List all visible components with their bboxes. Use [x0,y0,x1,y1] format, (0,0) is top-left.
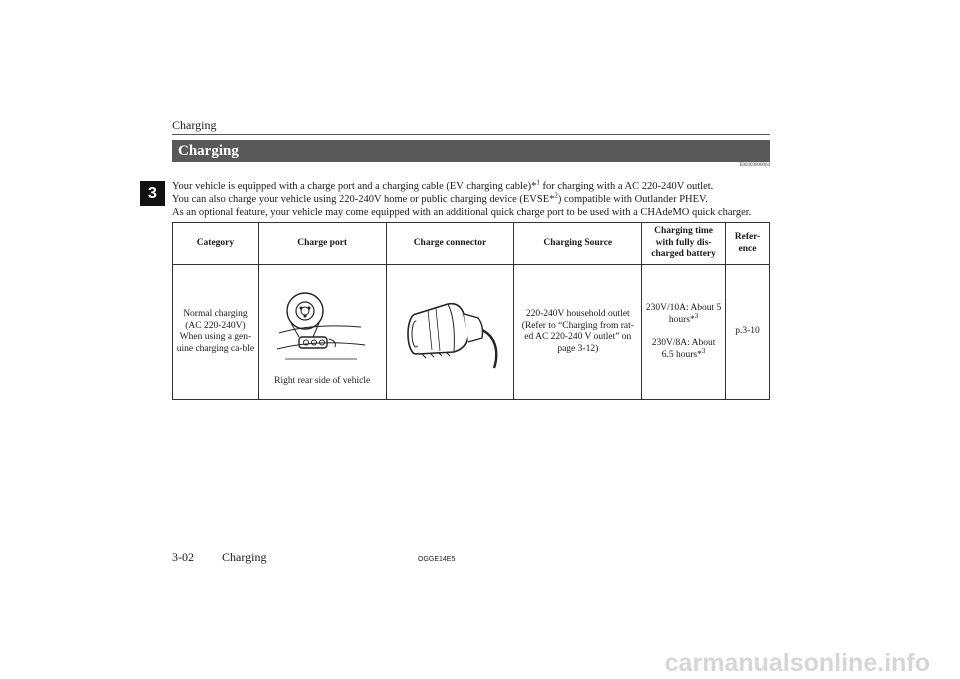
footer-code: OGGE14E5 [418,556,456,563]
section-title: Charging [172,140,770,162]
watermark: carmanualsonline.info [664,649,930,677]
column-header: Refer-ence [726,223,770,265]
charge-connector-illustration [398,290,502,370]
table-header-row [173,223,770,265]
charge-port-illustration [273,287,373,367]
footer-page-number: 3-02 [172,550,194,564]
charge-port-caption: Right rear side of vehicle [274,375,371,386]
paragraph: Your vehicle is equipped with a charge port and a charging cable (EV charging cable)*$^1$ for charging with a AC 220-240V outlet. [172,178,714,192]
charge-port-cell [258,265,386,400]
charging-time-8a: 230V/8A: About 6.5 hours*$^3$ [651,338,716,360]
charging-time-10a: 230V/10A: About 5 hours*$^3$ [645,303,722,325]
charging-time-cell [642,265,726,400]
column-header: Charge port [258,223,386,265]
column-header: Charge connector [386,223,514,265]
footer-title: Charging [222,550,267,564]
table-row [173,265,770,400]
charging-source-cell: 220-240V household outlet (Refer to “Charging from rat-ed AC 220-240 V outlet” on page 3-12) [514,265,642,400]
chapter-tab: 3 [140,181,165,206]
column-header: Charging time with fully dis-charged battery [642,223,726,265]
section-code: E00303800064 [739,163,770,168]
column-header: Category [173,223,259,265]
running-head: Charging [172,118,217,132]
column-header: Charging Source [514,223,642,265]
reference-cell: p.3-10 [726,265,770,400]
category-cell: Normal charging (AC 220-240V) When using a gen-uine charging ca-ble [173,265,259,400]
intro-text [172,180,772,219]
header-rule [172,134,770,135]
charge-connector-cell [386,265,514,400]
paragraph: You can also charge your vehicle using 220-240V home or public charging device (EVSE*$^2$) compatible with Outlander PHEV. [172,191,708,205]
charging-table [172,222,770,400]
paragraph: As an optional feature, your vehicle may come equipped with an additional quick charge port to be used with a CHAdeMO quick charger. [172,207,752,218]
